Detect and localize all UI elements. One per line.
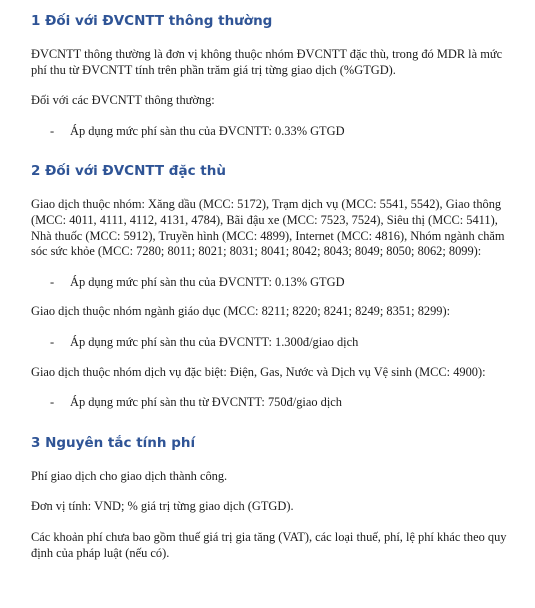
section-1-bullet-1 bbox=[31, 124, 517, 140]
bullet-text: Áp dụng mức phí sàn thu từ ĐVCNTT: 750đ/giao dịch bbox=[70, 395, 342, 410]
section-1-paragraph-2: Đối với các ĐVCNTT thông thường: bbox=[31, 93, 215, 108]
bullet-text: Áp dụng mức phí sàn thu của ĐVCNTT: 0.33% GTGD bbox=[70, 123, 345, 138]
section-3-paragraph-1: Phí giao dịch cho giao dịch thành công. bbox=[31, 468, 228, 483]
section-2-bullet-2 bbox=[31, 335, 517, 351]
section-2-paragraph-1: Giao dịch thuộc nhóm: Xăng dầu (MCC: 5172), Trạm dịch vụ (MCC: 5541, 5542), Giao thông (MCC: 4011, 4111, 4112, 4131, 4784), Bãi đậu xe (MCC: 7523, 7524), Siêu thị (MCC: 5411), Nhà thuốc (MCC: 5912), Truyền hình (MCC: 4899), Internet (MCC: 4816), Nhóm ngành chăm sóc sức khỏe (MCC: 7280; 8011; 8021; 8031; 8041; 8042; 8043; 8049; 8050; 8062; 8099): bbox=[31, 197, 505, 259]
section-2-bullet-3 bbox=[31, 395, 517, 411]
bullet-text: Áp dụng mức phí sàn thu của ĐVCNTT: 1.300đ/giao dịch bbox=[70, 334, 359, 349]
bullet-dash: - bbox=[50, 274, 55, 289]
section-2-bullet-1 bbox=[31, 275, 517, 291]
section-1-paragraph-1: ĐVCNTT thông thường là đơn vị không thuộc nhóm ĐVCNTT đặc thù, trong đó MDR là mức phí thu từ ĐVCNTT tính trên phần trăm giá trị từng giao dịch (%GTGD). bbox=[31, 47, 503, 77]
bullet-dash: - bbox=[50, 395, 55, 410]
section-3-heading: 3 Nguyên tắc tính phí bbox=[31, 434, 196, 451]
section-1-heading: 1 Đối với ĐVCNTT thông thường bbox=[31, 13, 273, 29]
bullet-dash: - bbox=[50, 123, 55, 138]
section-2-heading: 2 Đối với ĐVCNTT đặc thù bbox=[31, 163, 226, 180]
section-2-paragraph-2: Giao dịch thuộc nhóm ngành giáo dục (MCC: 8211; 8220; 8241; 8249; 8351; 8299): bbox=[31, 304, 451, 319]
bullet-text: Áp dụng mức phí sàn thu của ĐVCNTT: 0.13% GTGD bbox=[70, 274, 345, 289]
bullet-dash: - bbox=[50, 334, 55, 349]
section-3-paragraph-3: Các khoản phí chưa bao gồm thuế giá trị gia tăng (VAT), các loại thuế, phí, lệ phí khác theo quy định của pháp luật (nếu có). bbox=[31, 529, 507, 560]
section-3-paragraph-2: Đơn vị tính: VND; % giá trị từng giao dịch (GTGD). bbox=[31, 499, 294, 514]
section-2-paragraph-3: Giao dịch thuộc nhóm dịch vụ đặc biệt: Điện, Gas, Nước và Dịch vụ Vệ sinh (MCC: 4900): bbox=[31, 364, 486, 379]
